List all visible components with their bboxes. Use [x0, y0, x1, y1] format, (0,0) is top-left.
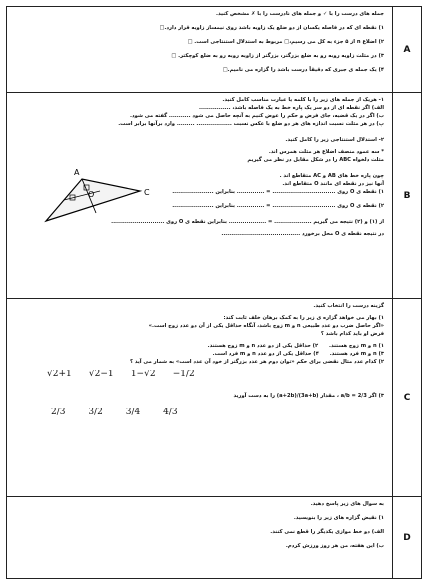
section-b-proof-line: از (۱) و (۲) نتیجه می گیریم ................... = ................... بنابراین نقطه ی O روی ...........................	[111, 219, 384, 225]
section-b-proof-line: چون پاره خط های AB و AC متقاطع اند .	[279, 173, 384, 179]
section-a-title: جمله های درست را با ✓ و جمله های نادرست را با ✗ مشخص کنید.	[216, 11, 384, 17]
section-b-hint: * سه عمود منصف اضلاع هر مثلث همرس اند.	[268, 149, 384, 155]
section-d-question: ۱) نقیض گزاره های زیر را بنویسید.	[293, 515, 384, 521]
section-b-proof-line: ۲) نقطه ی O روی ................................ = .............. بنابراین .....................	[172, 203, 384, 209]
section-a-item: ۳) در مثلث زاویه روبه رو به ضلع بزرگتر، بزرگتر از زاویه روبه رو به ضلع کوچکتر. □	[171, 53, 384, 59]
option[interactable]: 3/2	[88, 408, 103, 417]
option[interactable]: 4/3	[163, 408, 178, 417]
option[interactable]: √2−1	[88, 370, 114, 379]
section-b-proof-line: در نتیجه نقطه ی O محل برخورد ........................................	[221, 231, 384, 237]
vertex-label-a: A	[74, 168, 80, 177]
section-c-label: C	[393, 299, 422, 497]
triangle-abc	[46, 179, 140, 221]
section-a-label: A	[393, 7, 422, 93]
section-b-hint: مثلث دلخواه ABC را در شکل مقابل در نظر می گیریم	[247, 157, 384, 163]
option[interactable]: ۴) حداقل یکی از دو عدد n و m فرد است.	[212, 351, 319, 357]
section-a-item: ۱) نقطه ای که در فاصله یکسان از دو ضلع یک زاویه باشد روی نیمساز زاویه قرار دارد.□	[159, 25, 384, 31]
section-a-item: ۲) اضلاع n از ۵ جزء به کل می رسیم،□ مربوط به استدلال استنتاجی است. □	[187, 39, 384, 45]
section-d-row	[7, 497, 422, 579]
section-a-row	[7, 7, 422, 93]
section-c-row	[7, 299, 422, 497]
option[interactable]: −1/2	[172, 370, 195, 379]
section-c-question: ۳) اگر a/b = 2/3 ، مقدار (3a+b)/(a+2b) را به دست آورید	[233, 393, 384, 399]
section-c-question: ۲) کدام عدد مثال نقضی برای حکم «توان دوم هر عدد بزرگتر از خود آن عدد است» به شمار می آید ؟	[130, 359, 384, 365]
section-a-content	[7, 7, 393, 93]
option[interactable]: ۱) n و m زوج هستند.	[329, 343, 384, 349]
section-c-intro: گزینه درست را انتخاب کنید.	[313, 303, 384, 309]
section-d-item: ب) این هفته، من هر روز ورزش کردم.	[285, 543, 384, 549]
section-b-label: B	[393, 93, 422, 299]
section-d-item: الف) دو خط موازی یکدیگر را قطع نمی کنند.	[270, 529, 384, 535]
section-d-label: D	[393, 497, 422, 579]
option[interactable]: ۳) n و m فرد هستند.	[329, 351, 384, 357]
section-a-item: ۴) یک جمله ی جبری که دقیقاً درست باشد را گزاره می نامیم.□	[222, 67, 384, 73]
section-c-question: فرض او باید کدام باشد ؟	[320, 331, 384, 337]
point-label-o: O	[88, 190, 95, 199]
section-b-fill: الف) اگر نقطه ای از دو سر یک پاره خط به یک فاصله باشد، ................	[199, 105, 384, 111]
option[interactable]: 3/4	[125, 408, 141, 417]
section-c-question: «اگر حاصل ضرب دو عدد طبیعی n و m زوج باشد، آنگاه حداقل یکی از آن دو عدد زوج است.»	[148, 323, 384, 329]
option[interactable]: 2/3	[51, 408, 66, 417]
section-c-question: ۱) بهار می خواهد گزاره ی زیر را به کمک برهان خلف ثابت کند:	[223, 315, 384, 321]
section-d-content	[7, 497, 393, 579]
section-b-proof-line: آنها نیز در نقطه ای مانند O متقاطع اند.	[282, 181, 384, 187]
section-b-proof-line: ۱) نقطه ی O روی ................................ = .............. بنابراین .....................	[172, 189, 384, 195]
section-d-intro: به سوال های زیر پاسخ دهید.	[310, 501, 384, 507]
triangle-figure	[40, 165, 160, 225]
vertex-label-c: C	[144, 188, 150, 197]
option[interactable]: 1−√2	[130, 370, 156, 379]
section-b-fill: ب) اگر در یک قضیه، جای فرض و حکم را عوض کنیم به آنچه حاصل می شود ........... گفته می شود.	[130, 113, 384, 119]
option[interactable]: √2+1	[47, 370, 72, 379]
section-b-task2: ۲- استدلال استنتاجی زیر را کامل کنید.	[285, 137, 384, 143]
option[interactable]: ۲) حداقل یکی از دو عدد n و m زوج هستند.	[207, 343, 319, 349]
section-c-content	[7, 299, 393, 497]
exam-table	[6, 6, 422, 579]
section-b-intro: ۱- هریک از جمله های زیر را با کلمه یا عبارت مناسب کامل کنید.	[222, 97, 384, 103]
section-b-fill: پ) در هر مثلث نسبت اندازه های هر دو ضلع با عکس نسبت .................. ......... وارد برآنها برابر است.	[118, 121, 384, 127]
